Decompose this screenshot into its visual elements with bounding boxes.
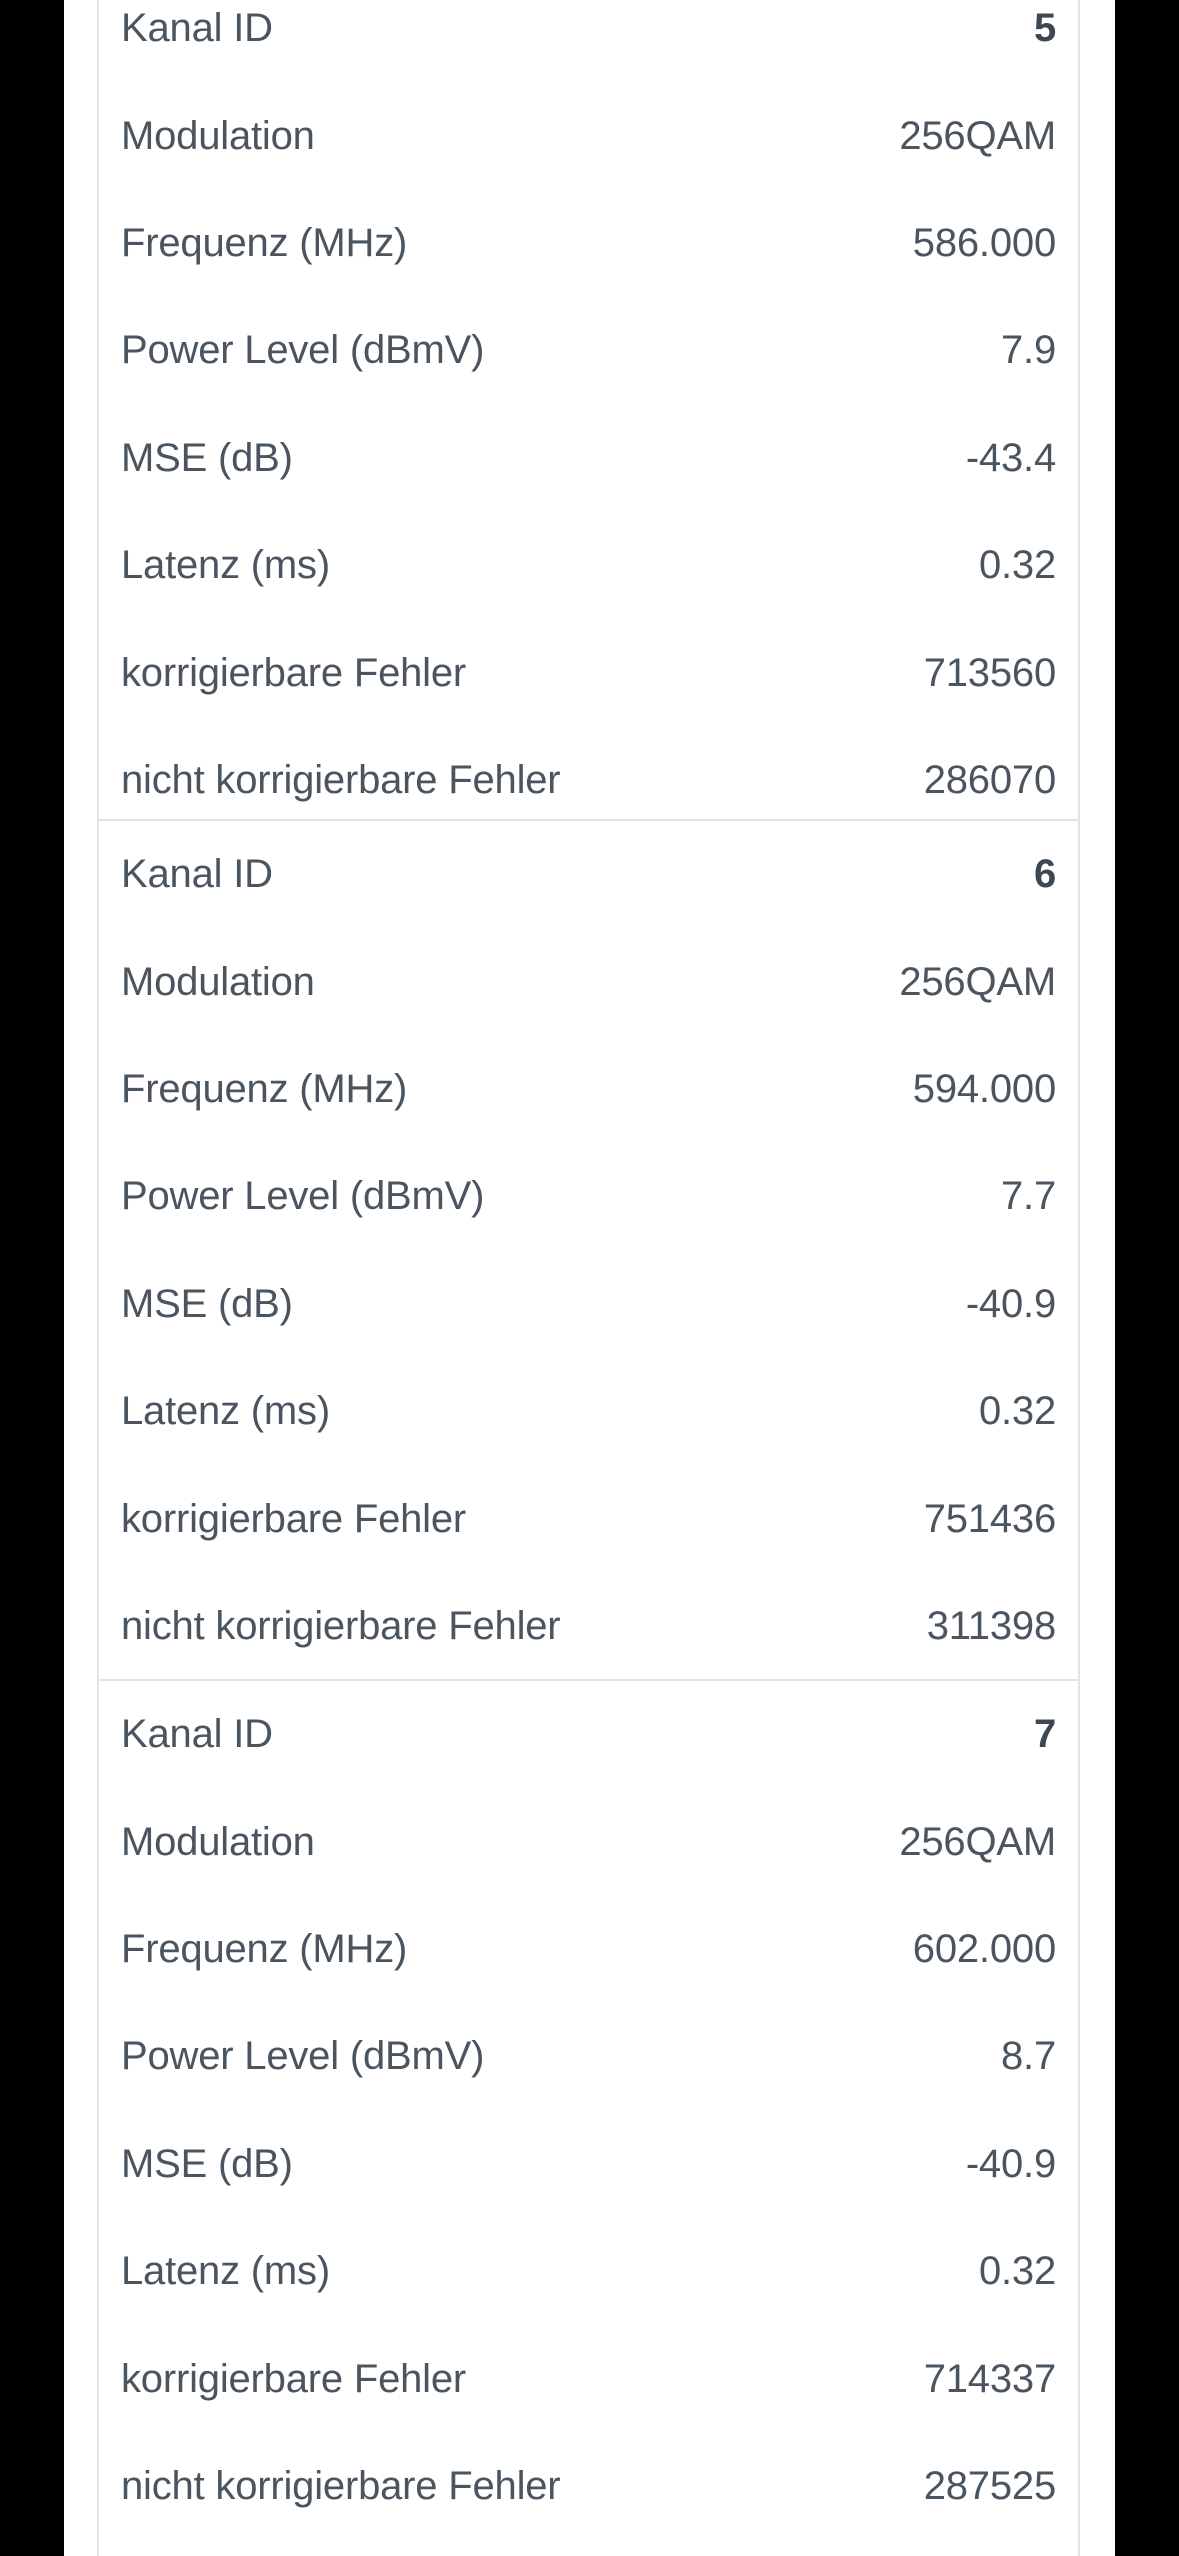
frequency-row bbox=[99, 1896, 1078, 2003]
mse-row bbox=[99, 1251, 1078, 1358]
latency-row bbox=[99, 2218, 1078, 2325]
correctable-errors-row bbox=[99, 619, 1078, 726]
mse-label: MSE (dB) bbox=[121, 1281, 293, 1326]
power-level-value: 8.7 bbox=[1000, 2034, 1056, 2079]
modulation-label: Modulation bbox=[121, 113, 315, 158]
uncorrectable-errors-row bbox=[99, 2433, 1078, 2540]
channel-table-card bbox=[97, 0, 1080, 2556]
correctable-errors-label: korrigierbare Fehler bbox=[121, 650, 467, 695]
frequency-value: 602.000 bbox=[912, 1926, 1056, 1971]
channel-block bbox=[99, 0, 1078, 821]
latency-row bbox=[99, 512, 1078, 619]
uncorrectable-errors-label: nicht korrigierbare Fehler bbox=[121, 1603, 561, 1648]
latency-row bbox=[99, 1358, 1078, 1465]
channel-id-label: Kanal ID bbox=[121, 6, 273, 51]
latency-label: Latenz (ms) bbox=[121, 2249, 330, 2294]
channel-id-value: 7 bbox=[1033, 1712, 1056, 1757]
correctable-errors-row bbox=[99, 1465, 1078, 1572]
modulation-label: Modulation bbox=[121, 1819, 315, 1864]
channel-id-label: Kanal ID bbox=[121, 852, 273, 897]
correctable-errors-label: korrigierbare Fehler bbox=[121, 2356, 467, 2401]
uncorrectable-errors-value: 286070 bbox=[923, 757, 1056, 802]
frequency-row bbox=[99, 1036, 1078, 1143]
latency-label: Latenz (ms) bbox=[121, 1389, 330, 1434]
modulation-value: 256QAM bbox=[899, 1819, 1056, 1864]
channel-id-label: Kanal ID bbox=[121, 1712, 273, 1757]
correctable-errors-label: korrigierbare Fehler bbox=[121, 1496, 467, 1541]
frequency-label: Frequenz (MHz) bbox=[121, 1066, 408, 1111]
frequency-label: Frequenz (MHz) bbox=[121, 220, 408, 265]
mse-label: MSE (dB) bbox=[121, 2141, 293, 2186]
correctable-errors-row bbox=[99, 2325, 1078, 2432]
modulation-row bbox=[99, 82, 1078, 189]
mse-label: MSE (dB) bbox=[121, 435, 293, 480]
uncorrectable-errors-row bbox=[99, 727, 1078, 834]
page-content bbox=[64, 0, 1115, 2556]
power-level-label: Power Level (dBmV) bbox=[121, 1174, 485, 1219]
frequency-value: 586.000 bbox=[912, 220, 1056, 265]
latency-value: 0.32 bbox=[978, 2249, 1056, 2294]
mse-row bbox=[99, 405, 1078, 512]
modulation-row bbox=[99, 928, 1078, 1035]
channel-id-row bbox=[99, 821, 1078, 928]
frequency-value: 594.000 bbox=[912, 1066, 1056, 1111]
power-level-row bbox=[99, 1143, 1078, 1250]
frequency-label: Frequenz (MHz) bbox=[121, 1926, 408, 1971]
latency-value: 0.32 bbox=[978, 1389, 1056, 1434]
modulation-label: Modulation bbox=[121, 959, 315, 1004]
latency-value: 0.32 bbox=[978, 543, 1056, 588]
frequency-row bbox=[99, 190, 1078, 297]
uncorrectable-errors-label: nicht korrigierbare Fehler bbox=[121, 757, 561, 802]
channel-id-value: 6 bbox=[1033, 852, 1056, 897]
mse-value: -40.9 bbox=[965, 2141, 1056, 2186]
modulation-row bbox=[99, 1788, 1078, 1895]
power-level-label: Power Level (dBmV) bbox=[121, 2034, 485, 2079]
modulation-value: 256QAM bbox=[899, 959, 1056, 1004]
mse-value: -43.4 bbox=[965, 435, 1056, 480]
correctable-errors-value: 713560 bbox=[923, 650, 1056, 695]
power-level-value: 7.9 bbox=[1000, 328, 1056, 373]
power-level-label: Power Level (dBmV) bbox=[121, 328, 485, 373]
channel-block bbox=[99, 1681, 1078, 2541]
uncorrectable-errors-row bbox=[99, 1573, 1078, 1680]
channel-id-value: 5 bbox=[1033, 6, 1056, 51]
channel-id-row bbox=[99, 0, 1078, 82]
latency-label: Latenz (ms) bbox=[121, 543, 330, 588]
power-level-value: 7.7 bbox=[1000, 1174, 1056, 1219]
modulation-value: 256QAM bbox=[899, 113, 1056, 158]
uncorrectable-errors-value: 311398 bbox=[926, 1603, 1056, 1648]
uncorrectable-errors-value: 287525 bbox=[923, 2463, 1056, 2508]
power-level-row bbox=[99, 297, 1078, 404]
correctable-errors-value: 714337 bbox=[923, 2356, 1056, 2401]
power-level-row bbox=[99, 2003, 1078, 2110]
uncorrectable-errors-label: nicht korrigierbare Fehler bbox=[121, 2463, 561, 2508]
correctable-errors-value: 751436 bbox=[923, 1496, 1056, 1541]
channel-id-row bbox=[99, 1681, 1078, 1788]
mse-value: -40.9 bbox=[965, 1281, 1056, 1326]
mse-row bbox=[99, 2111, 1078, 2218]
channel-block bbox=[99, 821, 1078, 1681]
